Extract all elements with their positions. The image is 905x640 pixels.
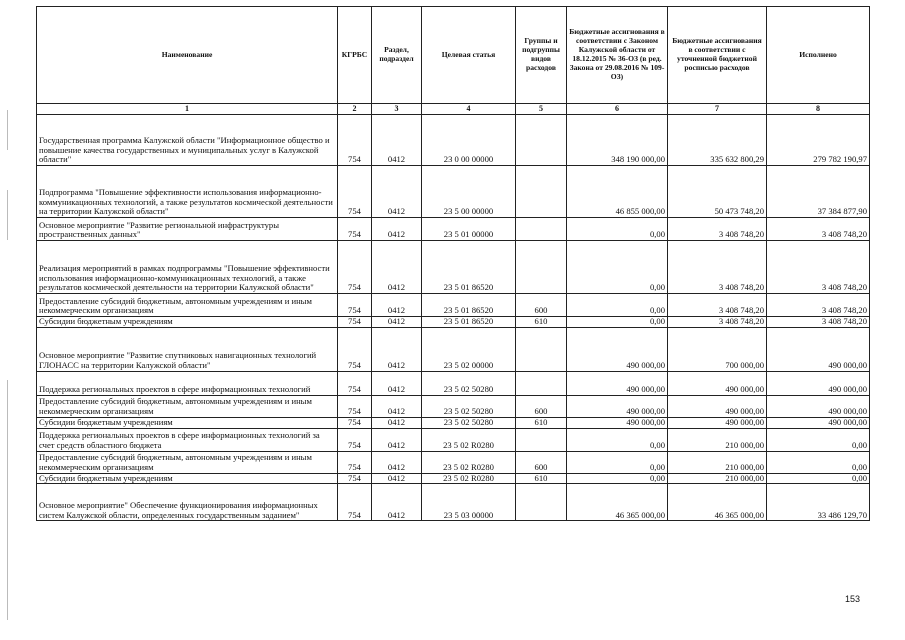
table-row (37, 294, 870, 317)
row-assignment-law: 0,00 (567, 428, 668, 451)
row-executed: 3 408 748,20 (767, 218, 870, 241)
row-executed: 490 000,00 (767, 395, 870, 417)
table-row (37, 451, 870, 473)
column-number-row (37, 104, 870, 115)
row-target-article: 23 5 01 86520 (422, 241, 516, 294)
row-assignment-law: 0,00 (567, 473, 668, 484)
row-assignment-law: 490 000,00 (567, 327, 668, 371)
scan-margin-mark (7, 190, 8, 240)
column-number: 3 (372, 104, 422, 115)
row-assignment-refined: 210 000,00 (668, 473, 767, 484)
row-assignment-law: 0,00 (567, 218, 668, 241)
row-assignment-law: 0,00 (567, 451, 668, 473)
row-name: Основное мероприятие "Развитие спутниковых навигационных технологий ГЛОНАСС на территории Калужской области" (37, 327, 338, 371)
column-number: 4 (422, 104, 516, 115)
row-name: Предоставление субсидий бюджетным, автономным учреждениям и иным некоммерческим организациям (37, 451, 338, 473)
row-section: 0412 (372, 294, 422, 317)
row-assignment-law: 46 855 000,00 (567, 166, 668, 218)
header-section: Раздел, подраздел (372, 7, 422, 104)
row-assignment-law: 0,00 (567, 294, 668, 317)
row-assignment-law: 490 000,00 (567, 371, 668, 395)
table-row (37, 417, 870, 428)
row-kgrbs: 754 (338, 473, 372, 484)
row-executed: 33 486 129,70 (767, 484, 870, 521)
header-target-article: Целевая статья (422, 7, 516, 104)
row-expense-group (516, 484, 567, 521)
row-name: Поддержка региональных проектов в сфере информационных технологий за счет средств областного бюджета (37, 428, 338, 451)
row-section: 0412 (372, 115, 422, 166)
row-assignment-refined: 3 408 748,20 (668, 317, 767, 328)
row-assignment-law: 490 000,00 (567, 417, 668, 428)
row-expense-group (516, 218, 567, 241)
row-assignment-refined: 50 473 748,20 (668, 166, 767, 218)
row-target-article: 23 5 02 R0280 (422, 473, 516, 484)
row-target-article: 23 5 02 50280 (422, 395, 516, 417)
row-target-article: 23 5 00 00000 (422, 166, 516, 218)
row-target-article: 23 5 01 00000 (422, 218, 516, 241)
row-executed: 3 408 748,20 (767, 294, 870, 317)
row-name: Основное мероприятие "Развитие региональной инфраструктуры пространственных данных" (37, 218, 338, 241)
header-executed: Исполнено (767, 7, 870, 104)
header-assignments-law: Бюджетные ассигнования в соответствии с Законом Калужской области от 18.12.2015 № 36-ОЗ (в ред. Закона от 29.08.2016 № 109-ОЗ) (567, 7, 668, 104)
row-expense-group (516, 166, 567, 218)
header-kgrbs: КГРБС (338, 7, 372, 104)
table-row (37, 473, 870, 484)
row-section: 0412 (372, 451, 422, 473)
row-assignment-refined: 3 408 748,20 (668, 241, 767, 294)
row-kgrbs: 754 (338, 327, 372, 371)
row-assignment-refined: 335 632 800,29 (668, 115, 767, 166)
row-kgrbs: 754 (338, 451, 372, 473)
row-expense-group (516, 327, 567, 371)
row-name: Реализация мероприятий в рамках подпрограммы "Повышение эффективности использования информационно-коммуникационных технологий, а также результатов космической деятельности на территории Калужской области" (37, 241, 338, 294)
row-section: 0412 (372, 428, 422, 451)
row-name: Подпрограмма "Повышение эффективности использования информационно-коммуникационных технологий, а также результатов космической деятельности на территории Калужской области" (37, 166, 338, 218)
row-executed: 37 384 877,90 (767, 166, 870, 218)
header-name: Наименование (37, 7, 338, 104)
row-assignment-refined: 3 408 748,20 (668, 294, 767, 317)
row-name: Поддержка региональных проектов в сфере информационных технологий (37, 371, 338, 395)
table-row (37, 484, 870, 521)
page-number: 153 (845, 594, 861, 604)
row-section: 0412 (372, 484, 422, 521)
header-assignments-refined: Бюджетные ассигнования в соответствии с уточненной бюджетной росписью расходов (668, 7, 767, 104)
row-expense-group (516, 371, 567, 395)
row-executed: 3 408 748,20 (767, 241, 870, 294)
row-assignment-refined: 3 408 748,20 (668, 218, 767, 241)
table-row (37, 371, 870, 395)
scan-margin-mark (7, 110, 8, 150)
row-assignment-refined: 46 365 000,00 (668, 484, 767, 521)
row-expense-group: 610 (516, 417, 567, 428)
row-name: Государственная программа Калужской области "Информационное общество и повышение качества государственных и муниципальных услуг в Калужской области" (37, 115, 338, 166)
row-section: 0412 (372, 241, 422, 294)
table-row (37, 327, 870, 371)
row-assignment-refined: 490 000,00 (668, 417, 767, 428)
row-expense-group: 610 (516, 317, 567, 328)
row-expense-group: 600 (516, 451, 567, 473)
column-number: 8 (767, 104, 870, 115)
row-kgrbs: 754 (338, 166, 372, 218)
row-section: 0412 (372, 327, 422, 371)
row-executed: 490 000,00 (767, 417, 870, 428)
row-kgrbs: 754 (338, 371, 372, 395)
row-target-article: 23 5 01 86520 (422, 317, 516, 328)
row-expense-group (516, 115, 567, 166)
row-expense-group (516, 241, 567, 294)
table-row (37, 166, 870, 218)
column-number: 5 (516, 104, 567, 115)
row-kgrbs: 754 (338, 395, 372, 417)
row-target-article: 23 5 02 R0280 (422, 451, 516, 473)
row-section: 0412 (372, 317, 422, 328)
row-kgrbs: 754 (338, 218, 372, 241)
table-row (37, 395, 870, 417)
row-assignment-law: 0,00 (567, 241, 668, 294)
row-expense-group (516, 428, 567, 451)
row-assignment-law: 490 000,00 (567, 395, 668, 417)
header-expense-groups: Группы и подгруппы видов расходов (516, 7, 567, 104)
row-name: Субсидии бюджетным учреждениям (37, 417, 338, 428)
row-executed: 490 000,00 (767, 327, 870, 371)
row-name: Основное мероприятие" Обеспечение функционирования информационных систем Калужской области, определенных государственным заданием" (37, 484, 338, 521)
table-row (37, 218, 870, 241)
header-row (37, 7, 870, 104)
scan-margin-mark (7, 380, 8, 620)
column-number: 7 (668, 104, 767, 115)
column-number: 6 (567, 104, 668, 115)
column-number: 1 (37, 104, 338, 115)
row-kgrbs: 754 (338, 428, 372, 451)
budget-table (36, 6, 870, 521)
row-assignment-law: 0,00 (567, 317, 668, 328)
row-section: 0412 (372, 218, 422, 241)
row-executed: 490 000,00 (767, 371, 870, 395)
row-assignment-refined: 490 000,00 (668, 395, 767, 417)
row-expense-group: 600 (516, 395, 567, 417)
row-name: Субсидии бюджетным учреждениям (37, 317, 338, 328)
row-target-article: 23 5 02 50280 (422, 371, 516, 395)
row-assignment-law: 348 190 000,00 (567, 115, 668, 166)
row-executed: 3 408 748,20 (767, 317, 870, 328)
row-assignment-refined: 700 000,00 (668, 327, 767, 371)
row-expense-group: 610 (516, 473, 567, 484)
row-section: 0412 (372, 371, 422, 395)
row-kgrbs: 754 (338, 115, 372, 166)
row-target-article: 23 0 00 00000 (422, 115, 516, 166)
row-section: 0412 (372, 395, 422, 417)
row-target-article: 23 5 02 50280 (422, 417, 516, 428)
row-kgrbs: 754 (338, 294, 372, 317)
row-kgrbs: 754 (338, 484, 372, 521)
row-target-article: 23 5 03 00000 (422, 484, 516, 521)
row-assignment-refined: 210 000,00 (668, 451, 767, 473)
row-assignment-refined: 490 000,00 (668, 371, 767, 395)
row-target-article: 23 5 01 86520 (422, 294, 516, 317)
row-name: Предоставление субсидий бюджетным, автономным учреждениям и иным некоммерческим организациям (37, 294, 338, 317)
row-executed: 0,00 (767, 428, 870, 451)
row-name: Предоставление субсидий бюджетным, автономным учреждениям и иным некоммерческим организациям (37, 395, 338, 417)
row-expense-group: 600 (516, 294, 567, 317)
row-section: 0412 (372, 417, 422, 428)
row-executed: 279 782 190,97 (767, 115, 870, 166)
row-target-article: 23 5 02 00000 (422, 327, 516, 371)
table-row (37, 428, 870, 451)
table-row (37, 241, 870, 294)
row-assignment-refined: 210 000,00 (668, 428, 767, 451)
table-row (37, 115, 870, 166)
row-kgrbs: 754 (338, 417, 372, 428)
row-kgrbs: 754 (338, 317, 372, 328)
row-section: 0412 (372, 166, 422, 218)
column-number: 2 (338, 104, 372, 115)
row-kgrbs: 754 (338, 241, 372, 294)
table-row (37, 317, 870, 328)
table-body (37, 115, 870, 521)
row-executed: 0,00 (767, 473, 870, 484)
row-executed: 0,00 (767, 451, 870, 473)
row-target-article: 23 5 02 R0280 (422, 428, 516, 451)
row-section: 0412 (372, 473, 422, 484)
row-assignment-law: 46 365 000,00 (567, 484, 668, 521)
row-name: Субсидии бюджетным учреждениям (37, 473, 338, 484)
